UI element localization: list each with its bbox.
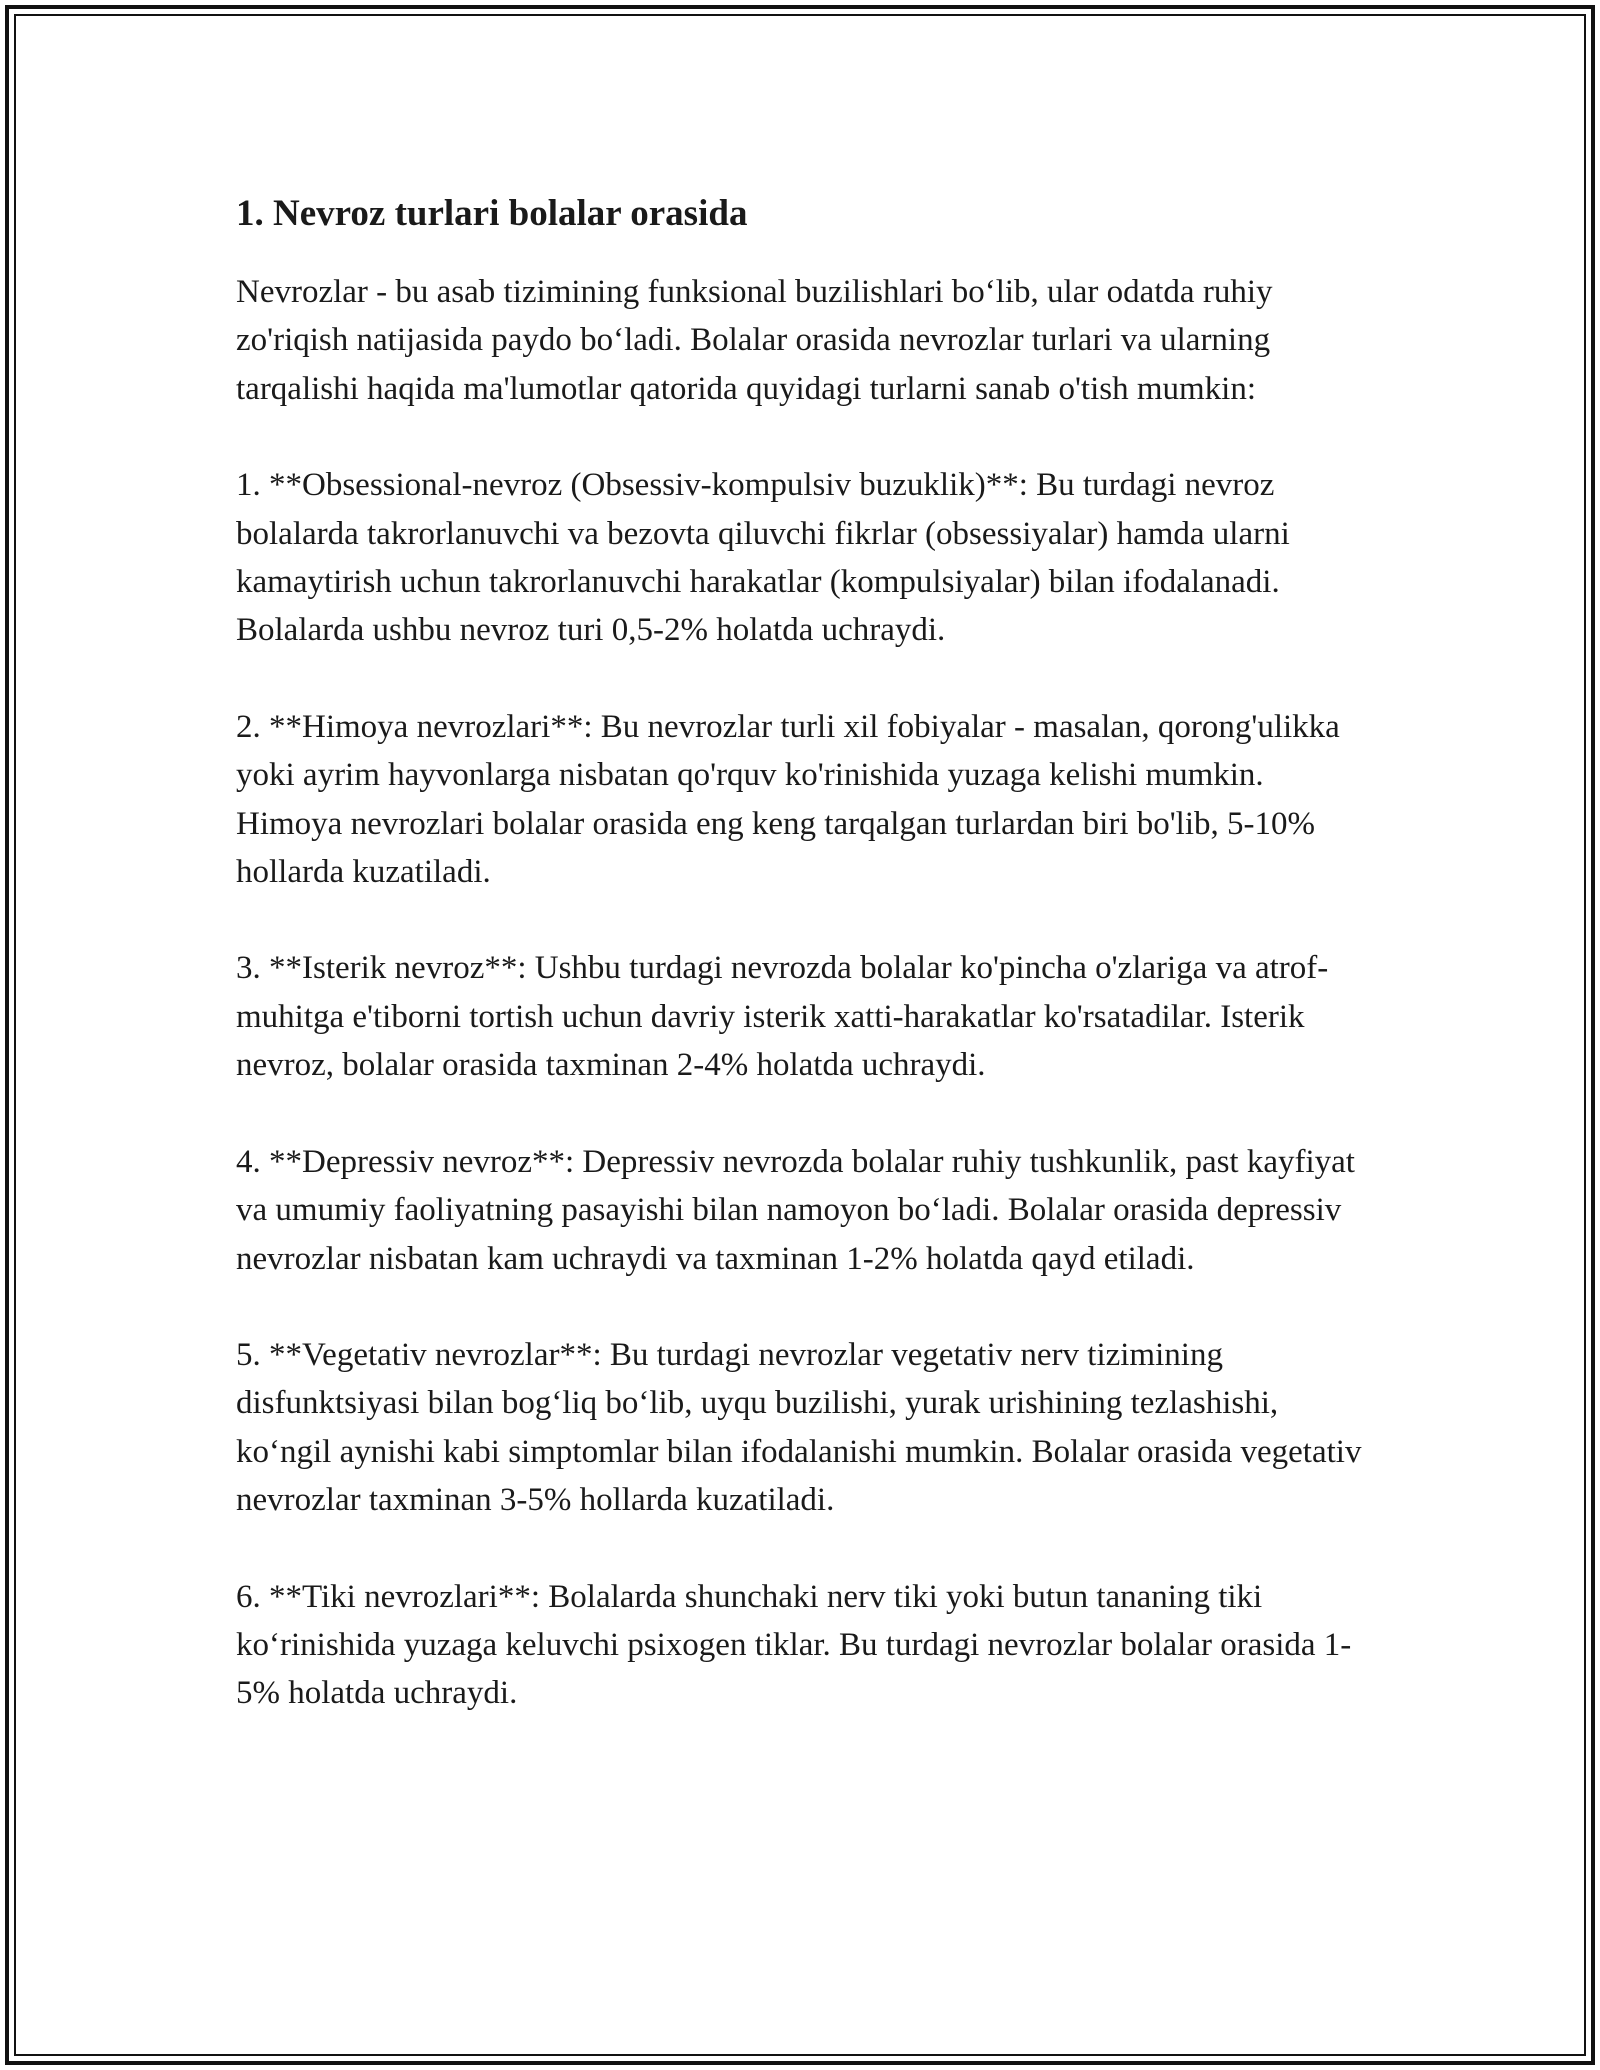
list-item-vegetativ: 5. **Vegetativ nevrozlar**: Bu turdagi nevrozlar vegetativ nerv tizimining disfunktsiyasi bilan bog‘liq bo‘lib, uyqu buzilishi, yurak urishining tezlashishi, ko‘ngil aynishi kabi simptomlar bilan ifodalanishi mumkin. Bolalar orasida vegetativ nevrozlar taxminan 3-5% hollarda kuzatiladi. (236, 1336, 1362, 1519)
document-body (236, 186, 1376, 1766)
list-item-isterik: 3. **Isterik nevroz**: Ushbu turdagi nevrozda bolalar ko'pincha o'zlariga va atrof-muhitga e'tiborni tortish uchun davriy isterik xatti-harakatlar ko'rsatadilar. Isterik nevroz, bolalar orasida taxminan 2-4% holatda uchraydi. (236, 950, 1329, 1084)
list-item-obsessional: 1. **Obsessional-nevroz (Obsessiv-kompulsiv buzuklik)**: Bu turdagi nevroz bolalarda takrorlanuvchi va bezovta qiluvchi fikrlar (obsessiyalar) hamda ularni kamaytirish uchun takrorlanuvchi harakatlar (kompulsiyalar) bilan ifodalanadi. Bolalarda ushbu nevroz turi 0,5-2% holatda uchraydi. (236, 467, 1290, 649)
list-item-himoya: 2. **Himoya nevrozlari**: Bu nevrozlar turli xil fobiyalar - masalan, qorong'ulikka yoki ayrim hayvonlarga nisbatan qo'rquv ko'rinishida yuzaga kelishi mumkin. Himoya nevrozlari bolalar orasida eng keng tarqalgan turlardan biri bo'lib, 5-10% hollarda kuzatiladi. (236, 708, 1340, 891)
document-heading: 1. Nevroz turlari bolalar orasida (236, 193, 748, 234)
list-item-tiki: 6. **Tiki nevrozlari**: Bolalarda shunchaki nerv tiki yoki butun tananing tiki ko‘rinishida yuzaga keluvchi psixogen tiklar. Bu turdagi nevrozlar bolalar orasida 1-5% holatda uchraydi. (236, 1578, 1352, 1712)
list-item-depressiv: 4. **Depressiv nevroz**: Depressiv nevrozda bolalar ruhiy tushkunlik, past kayfiyat va umumiy faoliyatning pasayishi bilan namoyon bo‘ladi. Bolalar orasida depressiv nevrozlar nisbatan kam uchraydi va taxminan 1-2% holatda qayd etiladi. (236, 1143, 1355, 1277)
intro-paragraph: Nevrozlar - bu asab tizimining funksional buzilishlari bo‘lib, ular odatda ruhiy zo'riqish natijasida paydo bo‘ladi. Bolalar orasida nevrozlar turlari va ularning tarqalishi haqida ma'lumotlar qatorida quyidagi turlarni sanab o'tish mumkin: (236, 274, 1273, 407)
